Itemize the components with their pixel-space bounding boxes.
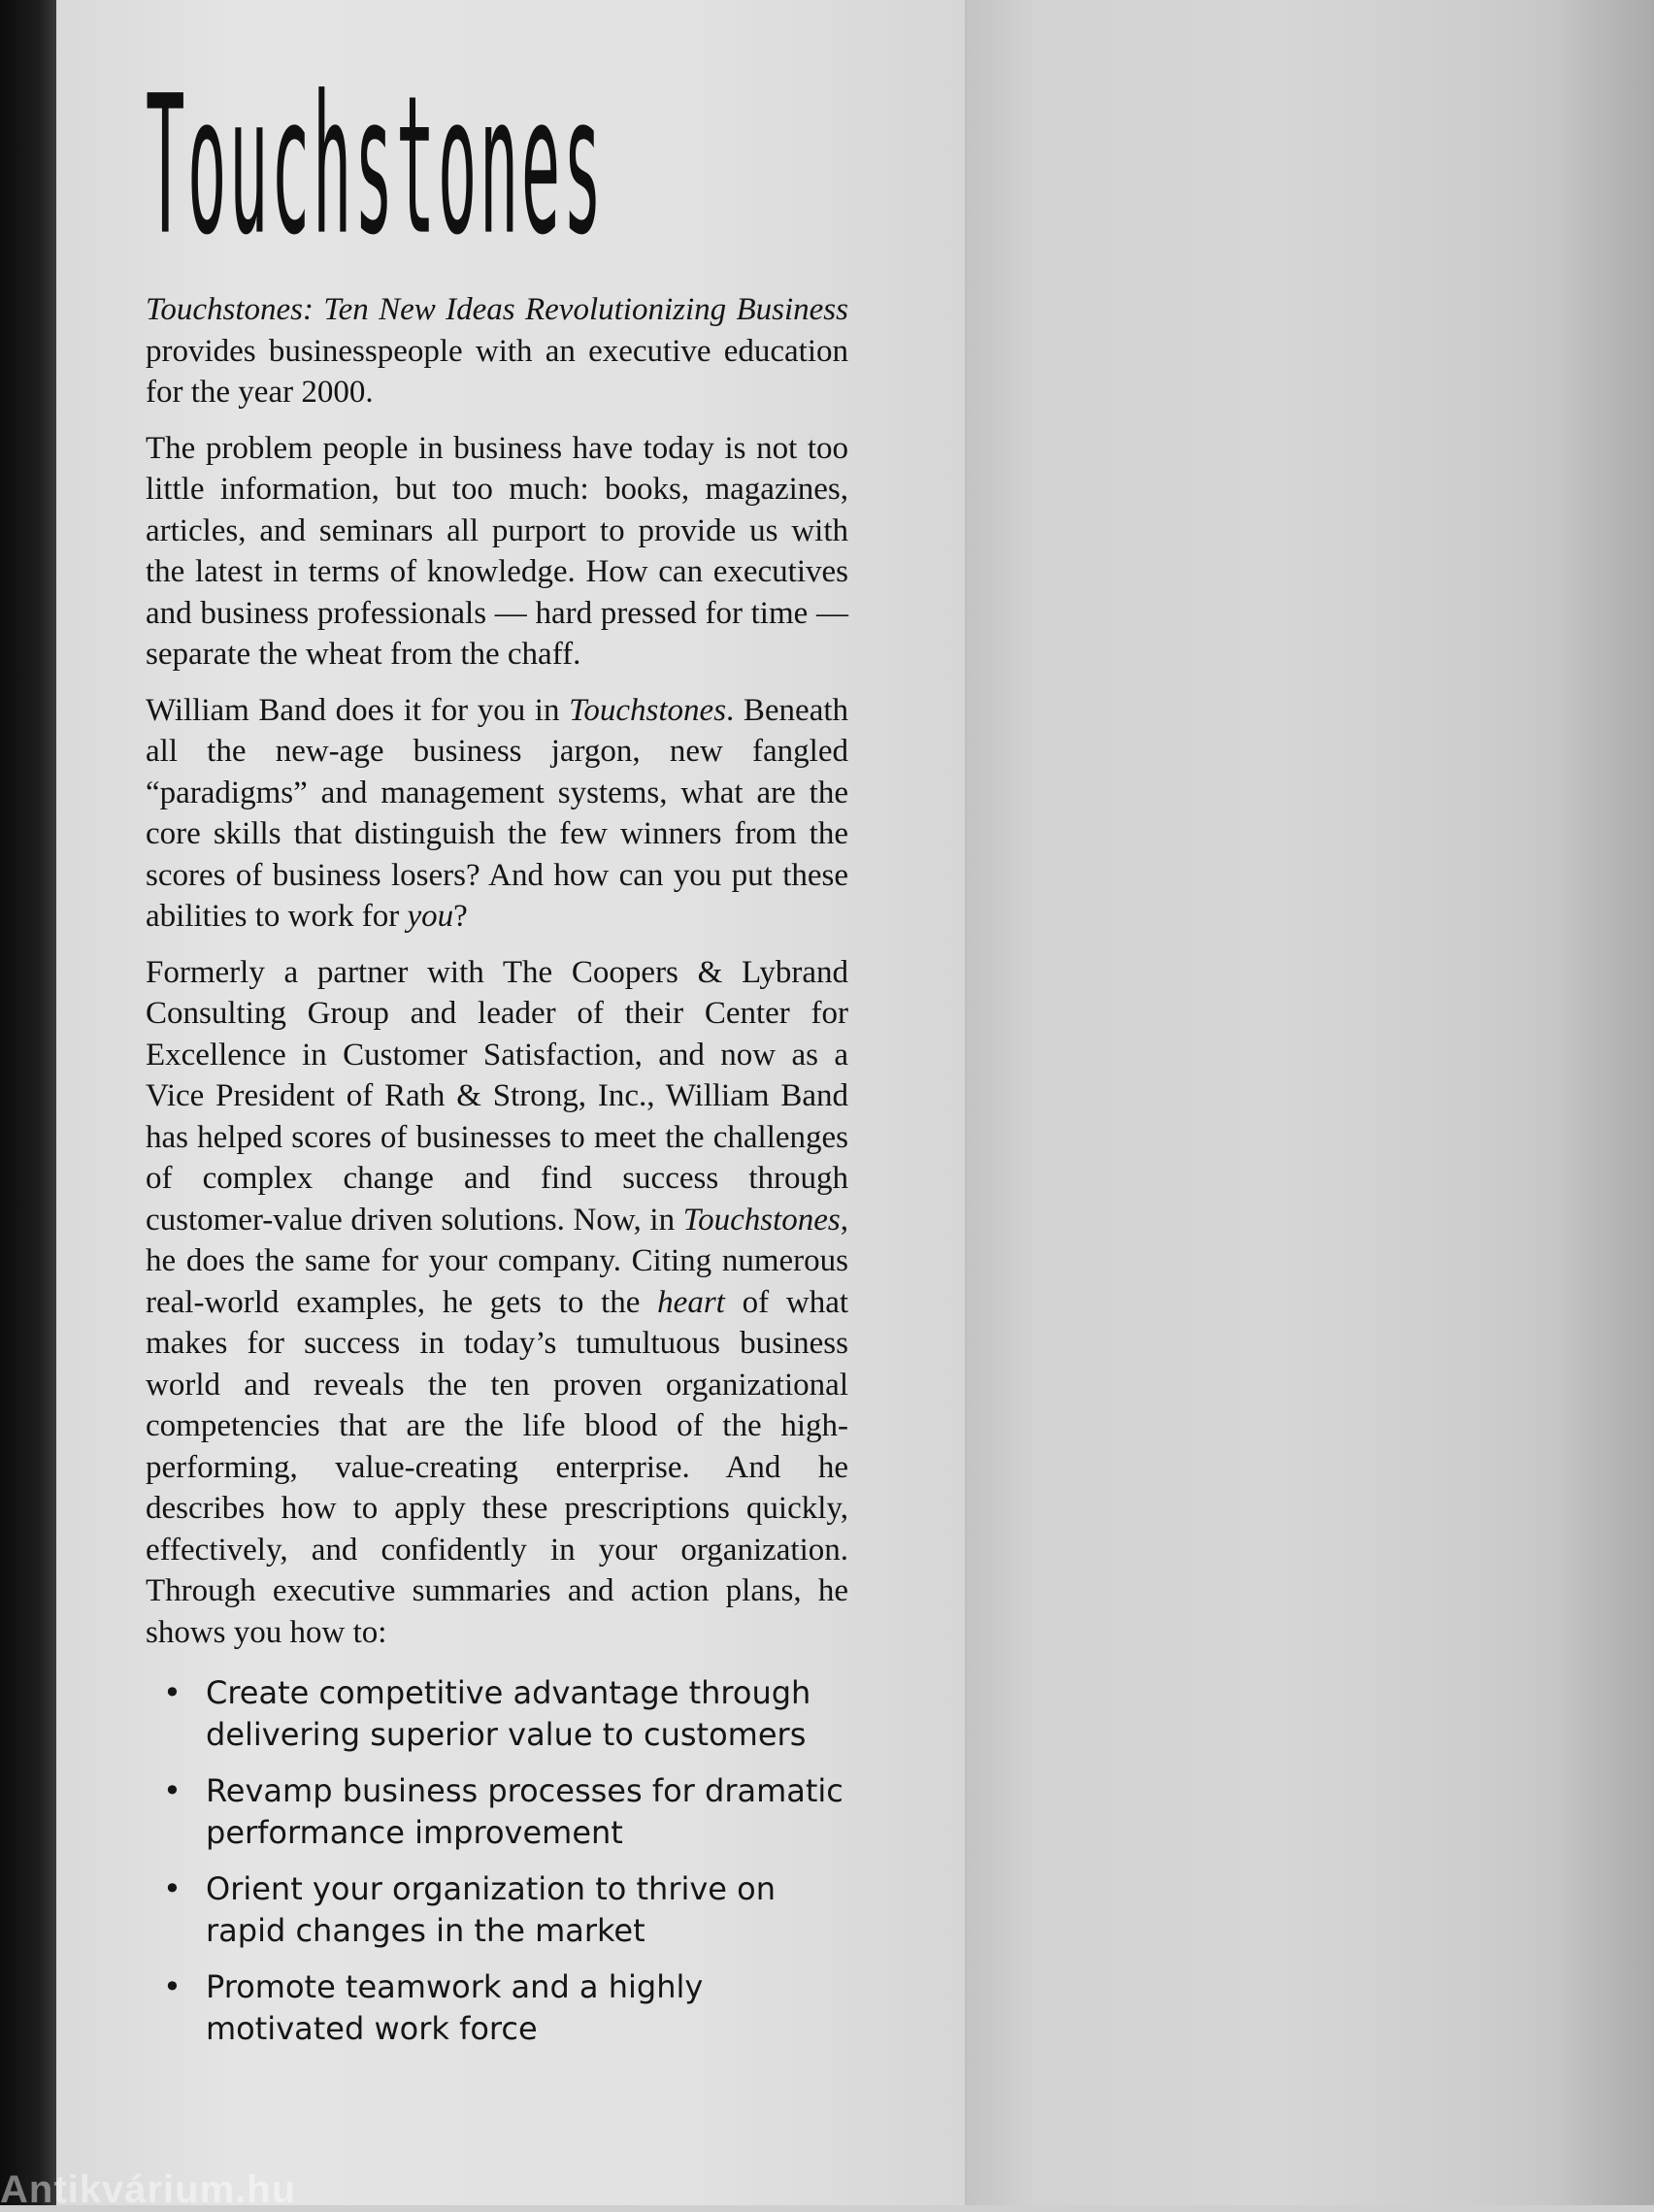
list-item (146, 1672, 848, 1756)
problem-paragraph: The problem people in business have today is not too little information, but too much: books, magazines, articles, and seminars all purport to provide us with the latest in terms of knowledge. How can executives and business professionals — hard pressed for time — separate the wheat from the chaff. (146, 430, 848, 672)
book-spine (0, 0, 56, 2205)
p3-italic-title: Touchstones (569, 692, 727, 728)
list-item (146, 1770, 848, 1854)
author-bio-paragraph (146, 952, 848, 1654)
p3-part2: . Beneath all the new-age business jargon, new fangled “paradigms” and management systems, what are the core skills that distinguish the few winners from the scores of business losers? And how can you put these abilities to work for (146, 692, 849, 934)
p3-part1: William Band does it for you in (146, 692, 570, 728)
p4-part1: Formerly a partner with The Coopers & Lybrand Consulting Group and leader of their Center for Excellence in Customer Satisfaction, and now as a Vice President of Rath & Strong, Inc., William Band has helped scores of businesses to meet the challenges of complex change and find success through customer-value driven solutions. Now, in (146, 954, 848, 1238)
p4-part3: of what makes for success in today’s tumultuous business world and reveals the ten proven organizational competencies that are the life blood of the high-performing, value-creating enterprise. And he describes how to apply these prescriptions quickly, effectively, and confidently in your organization. Through executive summaries and action plans, he shows you how to: (146, 1284, 849, 1650)
p3-italic-you: you (407, 899, 454, 934)
list-item (146, 1966, 848, 2050)
list-item-text: Revamp business processes for dramatic performance improvement (206, 1772, 844, 1851)
title-wrap (146, 47, 848, 289)
intro-text: provides businesspeople with an executive education for the year 2000. (146, 333, 848, 410)
page-shadow (1553, 0, 1654, 2205)
p4-italic-title: Touchstones (682, 1202, 841, 1238)
bullet-icon: • (163, 1772, 182, 1809)
flap-copy (146, 47, 848, 2064)
list-item-text: Create competitive advantage through delivering superior value to customers (206, 1674, 811, 1753)
endpaper (967, 0, 1654, 2205)
author-intro-paragraph (146, 690, 848, 938)
book-full-title: Touchstones: Ten New Ideas Revolutionizing Business (146, 292, 848, 327)
bullet-icon: • (163, 1870, 182, 1907)
bullet-icon: • (163, 1968, 182, 2005)
intro-paragraph (146, 289, 848, 413)
list-item-text: Orient your organization to thrive on rapid changes in the market (206, 1870, 777, 1949)
p4-italic-heart: heart (657, 1284, 725, 1320)
benefit-list (146, 1672, 848, 2050)
watermark: Antikvárium.hu (0, 2168, 297, 2211)
book-title: Touchstones (146, 53, 605, 278)
list-item-text: Promote teamwork and a highly motivated work force (206, 1968, 704, 2047)
bullet-icon: • (163, 1674, 182, 1711)
p3-part3: ? (453, 899, 468, 934)
p4-part2: , he does the same for your company. Citing numerous real-world examples, he gets to the (146, 1202, 848, 1320)
list-item (146, 1868, 848, 1952)
